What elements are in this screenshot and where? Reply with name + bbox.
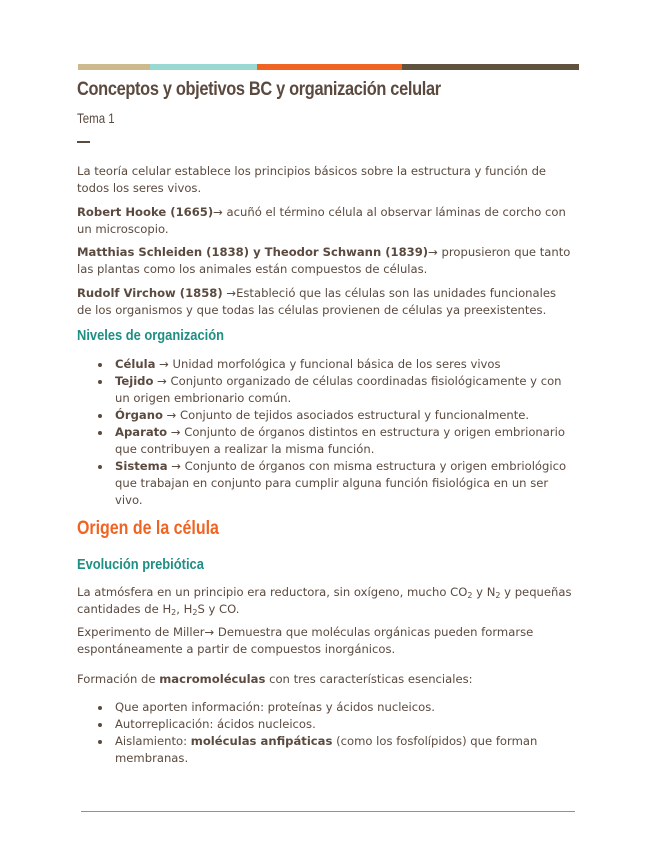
niveles-list <box>77 356 573 509</box>
hooke-name: Robert Hooke (1665) <box>77 205 214 219</box>
bullet-icon <box>98 740 102 744</box>
atmosfera-paragraph: La atmósfera en un principio era reductora, sin oxígeno, mucho $CO_2$ y $N_2$ y pequeñas cantidades de $H_2$, $H_2S$ y CO. <box>77 585 572 617</box>
intro-paragraph: La teoría celular establece los principios básicos sobre la estructura y función de todos los seres vivos. <box>77 164 547 195</box>
virchow-name: Rudolf Virchow (1858) <box>77 286 223 300</box>
miller-paragraph: Experimento de Miller→ Demuestra que moléculas orgánicas pueden formarse espontáneamente a partir de compuestos inorgánicos. <box>77 625 534 656</box>
niveles-heading: Niveles de organización <box>77 327 224 344</box>
list-item: Órgano → Conjunto de tejidos asociados estructural y funcionalmente. <box>77 407 573 424</box>
color-bar-tan <box>78 64 150 70</box>
bullet-icon <box>98 363 102 367</box>
bullet-icon <box>98 414 102 418</box>
bullet-icon <box>98 431 102 435</box>
list-item: Tejido → Conjunto organizado de células coordinadas fisiológicamente y con un origen embrionario común. <box>77 373 573 407</box>
schleiden-paragraph: Matthias Schleiden (1838) y Theodor Schwann (1839)→ propusieron que tanto las plantas como los animales están compuestos de células. <box>77 245 571 276</box>
footer-divider <box>81 811 575 812</box>
list-item: Aparato → Conjunto de órganos distintos en estructura y origen embrionario que contribuyen a realizar la misma función. <box>77 424 573 458</box>
bullet-icon <box>98 465 102 469</box>
bullet-icon <box>98 723 102 727</box>
virchow-paragraph: Rudolf Virchow (1858) →Estableció que las células son las unidades funcionales de los organismos y que todas las células provienen de células ya preexistentes. <box>77 286 557 317</box>
schleiden-name: Matthias Schleiden (1838) y Theodor Schwann (1839) <box>77 245 429 259</box>
color-bar-brown <box>402 64 579 70</box>
hooke-paragraph: Robert Hooke (1665)→ acuñó el término célula al observar láminas de corcho con un microscopio. <box>77 205 566 236</box>
list-item: Autorreplicación: ácidos nucleicos. <box>77 716 573 733</box>
color-bar-teal <box>150 64 257 70</box>
caracteristicas-list <box>77 699 573 767</box>
list-item: Sistema → Conjunto de órganos con misma estructura y origen embriológico que trabajan en conjunto para cumplir alguna función fisiológica en un ser vivo. <box>77 458 573 509</box>
formacion-paragraph: Formación de macromoléculas con tres características esenciales: <box>77 672 473 686</box>
color-bar-orange <box>257 64 402 70</box>
bullet-icon <box>98 380 102 384</box>
title-dash-divider <box>77 141 90 143</box>
list-item: Aislamiento: moléculas anfipáticas (como los fosfolípidos) que forman membranas. <box>77 733 573 767</box>
list-item: Que aporten información: proteínas y ácidos nucleicos. <box>77 699 573 716</box>
evolucion-heading: Evolución prebiótica <box>77 556 204 573</box>
list-item: Célula → Unidad morfológica y funcional básica de los seres vivos <box>77 356 573 373</box>
origen-heading: Origen de la célula <box>77 518 219 539</box>
header-color-bar <box>78 64 579 70</box>
page-subtitle: Tema 1 <box>77 110 115 126</box>
bullet-icon <box>98 706 102 710</box>
page-title: Conceptos y objetivos BC y organización celular <box>77 78 441 100</box>
